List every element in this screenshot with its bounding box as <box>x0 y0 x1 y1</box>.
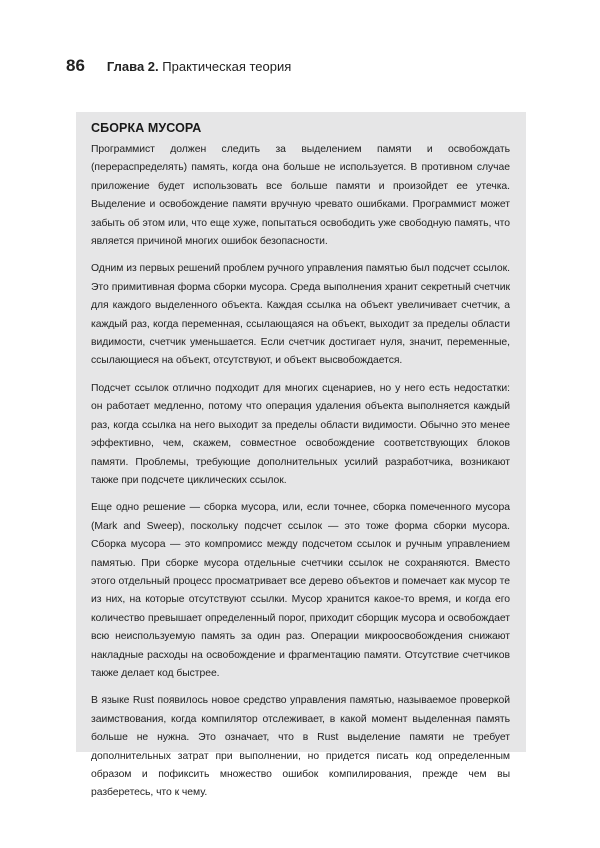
paragraph: Подсчет ссылок отлично подходит для многих сценариев, но у него есть недостатки: он работает медленно, потому что операция удаления объекта выполняется каждый раз, когда ссылка на него выходит за пределы области видимости. Обычно это менее эффективно, чем, скажем, совместное освобождение соответствующих блоков памяти. Проблемы, требующие дополнительных усилий разработчика, возникают также при подсчете циклических ссылок. <box>91 382 510 486</box>
page-header <box>66 56 540 76</box>
chapter-title <box>107 59 291 74</box>
chapter-name: Практическая теория <box>162 59 292 74</box>
page-number: 86 <box>66 56 85 75</box>
paragraph: Еще одно решение — сборка мусора, или, если точнее, сборка помеченного мусора (Mark and Sweep), поскольку подсчет ссылок — это тоже форма сборки мусора. Сборка мусора — это компромисс между подсчетом ссылок и ручным управлением памятью. При сборке мусора отдельные счетчики ссылок не сохраняются. Вместо этого отдельный процесс просматривает все дерево объектов и помечает как мусор те из них, на которые отсутствуют ссылки. Мусор хранится какое-то время, и когда его количество превышает определенный порог, приходит сборщик мусора и освобождает всю неиспользуемую память за один раз. Операции микроосвобождения снижают накладные расходы на освобождение и фрагментацию памяти. Отсутствие счетчиков также делает код быстрее. <box>91 502 510 679</box>
sidebar-box <box>76 112 526 799</box>
chapter-label: Глава 2. <box>106 59 159 74</box>
sidebar-title: СБОРКА МУСОРА <box>91 121 202 135</box>
paragraph: Одним из первых решений проблем ручного управления памятью был подсчет ссылок. Это примитивная форма сборки мусора. Среда выполнения хранит секретный счетчик для каждого выделенного объекта. Каждая ссылка на объект увеличивает счетчик, а каждый раз, когда переменная, ссылающаяся на объект, выходит за пределы области видимости, счетчик уменьшается. Если счетчик достигает нуля, значит, переменные, ссылающиеся на объект, отсутствуют, и объект высвобождается. <box>91 263 510 367</box>
paragraph: В языке Rust появилось новое средство управления памятью, называемое проверкой заимствования, когда компилятор отслеживает, в какой момент выделенная память больше не нужна. Это означает, что в Rust выделение памяти не требует дополнительных затрат при выполнении, но придется писать код определенным образом и пофиксить множество ошибок компилирования, прежде чем вы разберетесь, что к чему. <box>91 695 510 799</box>
paragraph: Программист должен следить за выделением памяти и освобождать (перераспределять) память, когда она больше не используется. В противном случае приложение будет использовать все больше памяти и произойдет ее утечка. Выделение и освобождение памяти вручную чревато ошибками. Программист может забыть об этом или, что еще хуже, попытаться освободить уже свободную память, что является причиной многих ошибок безопасности. <box>91 144 510 248</box>
